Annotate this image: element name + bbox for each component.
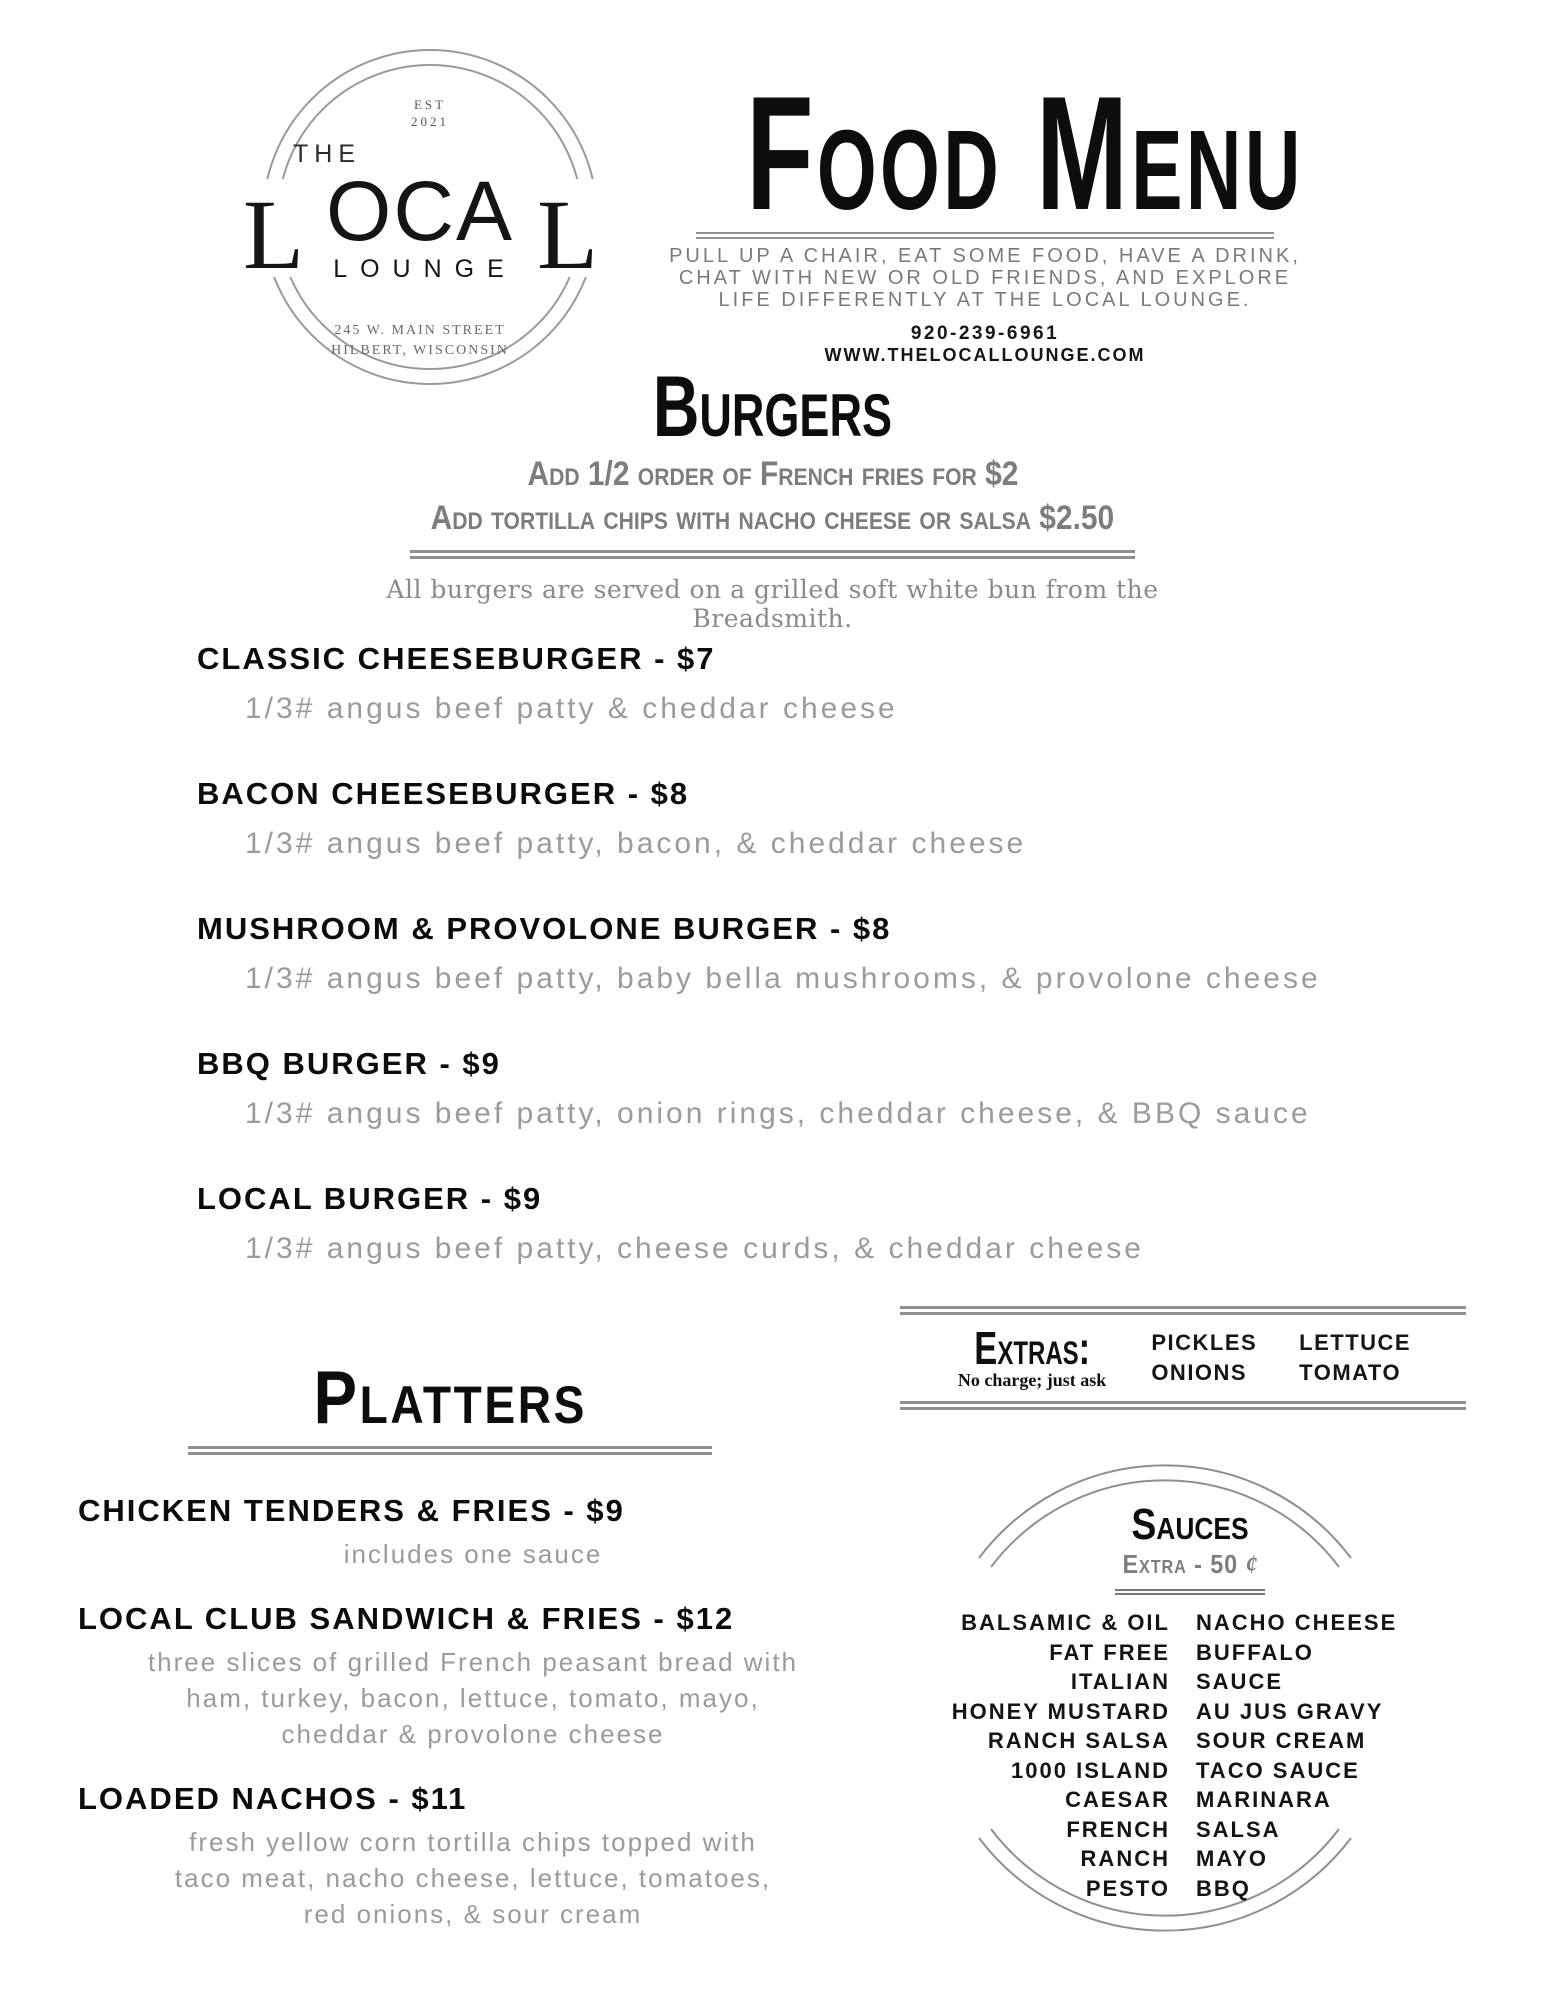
burgers-addon-line: Add tortilla chips with nacho cheese or salsa $2.50: [430, 499, 1115, 537]
description-line: includes one sauce: [343, 1539, 603, 1569]
tagline: [615, 245, 1355, 311]
description-line: cheddar & provolone cheese: [281, 1719, 665, 1749]
extras-box: [900, 1306, 1466, 1410]
sauce-name: BBQ: [1196, 1875, 1251, 1901]
cent-sign: ¢: [1245, 1550, 1258, 1579]
sauce-row: [945, 1756, 1400, 1786]
extras-option: LETTUCE: [1299, 1330, 1412, 1355]
menu-item-name: LOADED NACHOS - $11: [78, 1781, 468, 1816]
platters-title: Platters: [313, 1355, 587, 1439]
extras-title: Extras:: [974, 1322, 1091, 1374]
logo-l-left: L: [243, 179, 305, 290]
sauce-name: MARINARA: [1196, 1787, 1332, 1812]
menu-item: [78, 1780, 868, 1932]
sauce-name: RANCH: [1080, 1846, 1170, 1871]
sauce-name: CAESAR: [1065, 1787, 1170, 1812]
menu-item-description: 1/3# angus beef patty, onion rings, cheddar cheese, & BBQ sauce: [245, 1097, 1311, 1130]
menu-item: [78, 1492, 868, 1572]
description-line: red onions, & sour cream: [303, 1899, 643, 1929]
menu-item: [197, 910, 1347, 996]
sauce-row: [945, 1608, 1400, 1638]
sauces-title: Sauces: [1131, 1500, 1249, 1549]
platters-divider: [188, 1446, 712, 1455]
sauce-name: NACHO CHEESE: [1196, 1610, 1398, 1635]
burgers-section-header: [335, 359, 1210, 633]
menu-item: [197, 1180, 1347, 1266]
menu-item: [78, 1600, 868, 1752]
sauce-row: [945, 1726, 1400, 1756]
menu-item-name: LOCAL CLUB SANDWICH & FRIES - $12: [78, 1601, 735, 1636]
extras-top-rule: [900, 1306, 1466, 1315]
description-line: ham, turkey, bacon, lettuce, tomato, mayo,: [186, 1683, 760, 1713]
sauce-name: TACO SAUCE: [1196, 1757, 1360, 1783]
menu-item: [197, 775, 1347, 861]
platters-section-header: [150, 1355, 750, 1455]
logo: [235, 45, 625, 395]
logo-year: 2021: [411, 114, 449, 129]
menu-item-description: 1/3# angus beef patty & cheddar cheese: [245, 692, 898, 725]
page-title: Food Menu: [746, 63, 1304, 244]
menu-item: [197, 640, 1347, 726]
menu-item-description: [78, 1536, 868, 1572]
burgers-note: All burgers are served on a grilled soft white bun from the Breadsmith.: [386, 575, 1159, 633]
sauce-name: RANCH SALSA: [987, 1728, 1170, 1753]
sauce-name: MAYO: [1196, 1846, 1268, 1871]
menu-item-name: BBQ BURGER - $9: [197, 1046, 501, 1081]
sauce-row: [945, 1785, 1400, 1815]
sauce-name: SALSA: [1196, 1816, 1281, 1842]
sauce-name: FRENCH: [1066, 1816, 1170, 1842]
logo-l-right: L: [537, 179, 599, 290]
sauce-row: [945, 1844, 1400, 1874]
sauce-name: SOUR CREAM: [1196, 1728, 1367, 1753]
logo-address-line1: 245 W. MAIN STREET: [334, 323, 506, 338]
sauce-row: [945, 1638, 1400, 1697]
sauce-name: BUFFALO SAUCE: [1196, 1639, 1314, 1694]
phone-number: 920-239-6961: [910, 323, 1060, 344]
sauce-name: FAT FREE ITALIAN: [1049, 1639, 1170, 1694]
extras-option: TOMATO: [1299, 1360, 1402, 1385]
menu-item-description: [78, 1644, 868, 1752]
sauce-row: [945, 1697, 1400, 1727]
extras-subtitle: No charge; just ask: [957, 1370, 1107, 1390]
description-line: fresh yellow corn tortilla chips topped with: [189, 1827, 757, 1857]
menu-item-name: MUSHROOM & PROVOLONE BURGER - $8: [197, 911, 892, 946]
website-url: WWW.THELOCALLOUNGE.COM: [824, 345, 1146, 365]
burgers-addon-line: Add 1/2 order of French fries for $2: [527, 455, 1018, 493]
sauces-list: [945, 1608, 1400, 1903]
sauce-row: [945, 1874, 1400, 1904]
burgers-item-list: [197, 640, 1347, 1315]
menu-item-name: CLASSIC CHEESEBURGER - $7: [197, 641, 716, 676]
logo-the: THE: [293, 140, 361, 168]
logo-graphic: [235, 45, 625, 395]
tagline-line: PULL UP A CHAIR, EAT SOME FOOD, HAVE A DRINK,: [669, 245, 1301, 267]
burgers-divider: [410, 550, 1135, 559]
menu-item-description: 1/3# angus beef patty, cheese curds, & cheddar cheese: [245, 1232, 1144, 1265]
sauce-row: [945, 1815, 1400, 1845]
description-line: taco meat, nacho cheese, lettuce, tomatoes,: [174, 1863, 772, 1893]
menu-item-description: 1/3# angus beef patty, baby bella mushrooms, & provolone cheese: [245, 962, 1321, 995]
logo-lounge: LOUNGE: [333, 255, 517, 283]
burgers-addons: [335, 452, 1210, 540]
extras-option: PICKLES: [1151, 1330, 1258, 1355]
sauce-name: AU JUS GRAVY: [1196, 1698, 1384, 1724]
logo-est-label: EST: [413, 97, 447, 112]
sauces-section-header: [1040, 1502, 1340, 1595]
sauce-name: BALSAMIC & OIL: [961, 1610, 1170, 1635]
tagline-line: LIFE DIFFERENTLY AT THE LOCAL LOUNGE.: [718, 289, 1252, 311]
menu-item-description: [78, 1824, 868, 1932]
extras-option: ONIONS: [1151, 1360, 1248, 1385]
menu-item-name: LOCAL BURGER - $9: [197, 1181, 543, 1216]
menu-item-description: 1/3# angus beef patty, bacon, & cheddar cheese: [245, 827, 1027, 860]
menu-item-name: CHICKEN TENDERS & FRIES - $9: [78, 1493, 625, 1528]
sauces-divider: [1115, 1589, 1265, 1595]
sauce-name: 1000 ISLAND: [1011, 1757, 1170, 1783]
sauces-subtitle: Extra - 50 ¢: [1122, 1549, 1258, 1579]
menu-item: [197, 1045, 1347, 1131]
description-line: three slices of grilled French peasant bread with: [147, 1647, 799, 1677]
tagline-line: CHAT WITH NEW OR OLD FRIENDS, AND EXPLORE: [678, 267, 1292, 289]
burgers-title: Burgers: [652, 359, 893, 455]
logo-address-line2: HILBERT, WISCONSIN: [331, 343, 509, 358]
extras-bottom-rule: [900, 1401, 1466, 1410]
extras-column-1: [1151, 1328, 1257, 1388]
sauce-name: PESTO: [1085, 1875, 1170, 1901]
sauce-name: HONEY MUSTARD: [951, 1698, 1170, 1724]
logo-ocal: OCA: [325, 164, 515, 258]
extras-content: [900, 1315, 1466, 1401]
extras-heading: [955, 1322, 1109, 1390]
header: [615, 63, 1355, 366]
platters-item-list: [78, 1492, 868, 1932]
menu-item-name: BACON CHEESEBURGER - $8: [197, 776, 690, 811]
extras-column-2: [1299, 1328, 1411, 1388]
